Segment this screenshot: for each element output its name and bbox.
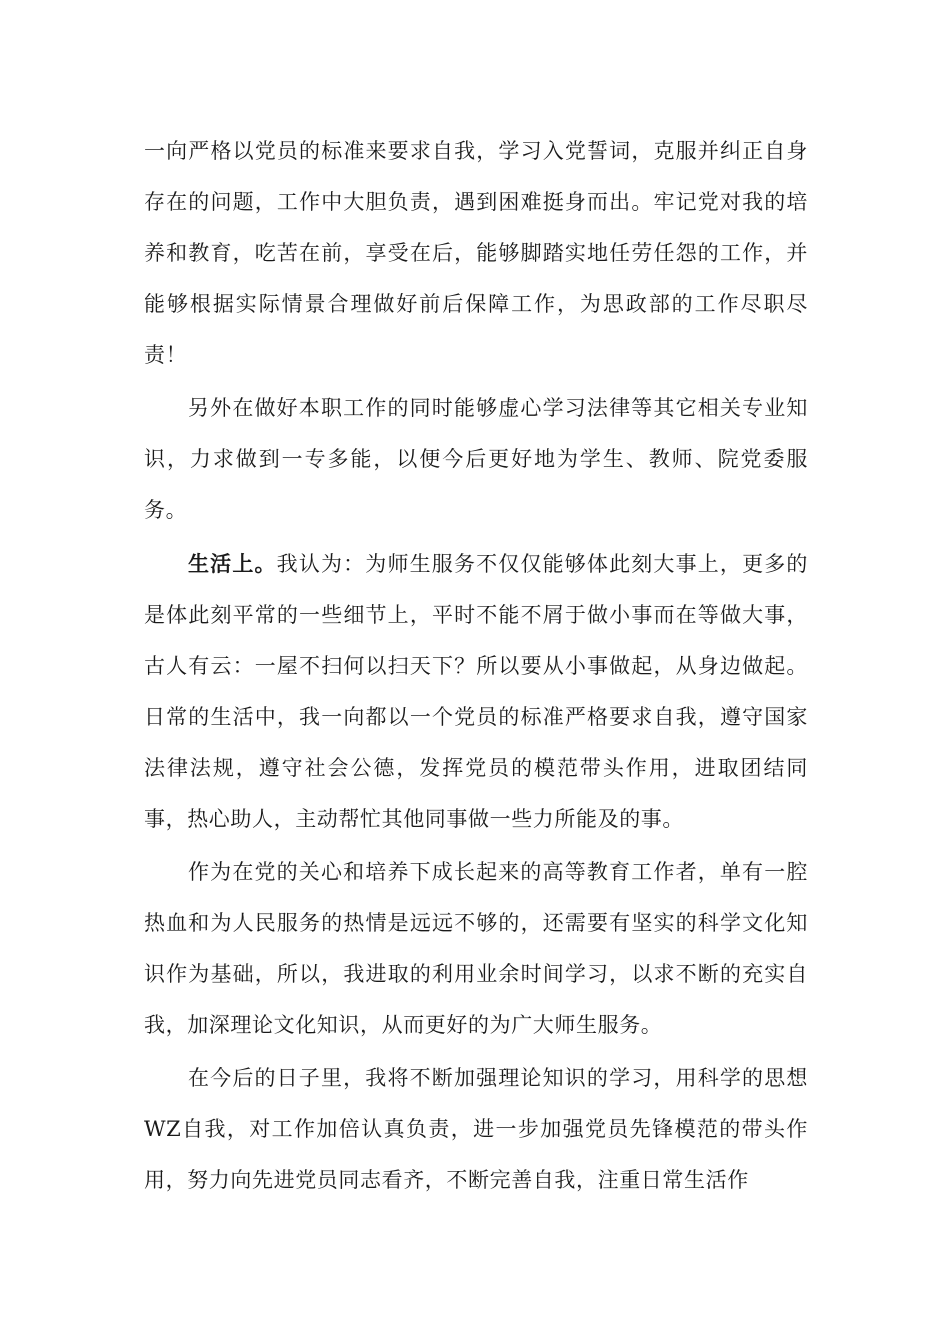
paragraph-text: 作为在党的关心和培养下成长起来的高等教育工作者，单有一腔热血和为人民服务的热情是远远不够的，还需要有坚实的科学文化知识作为基础，所以，我进取的利用业余时间学习，以求不断的充实自我，加深理论文化知识，从而更好的为广大师生服务。 — [144, 860, 808, 1037]
paragraph-text: 在今后的日子里，我将不断加强理论知识的学习，用科学的思想WZ自我，对工作加倍认真负责，进一步加强党员先锋模范的带头作用，努力向先进党员同志看齐，不断完善自我，注重日常生活作 — [144, 1066, 808, 1192]
paragraph-professional-study — [144, 383, 808, 536]
paragraph-lead-heading: 生活上。 — [188, 551, 277, 576]
paragraph-text: 我认为：为师生服务不仅仅能够体此刻大事上，更多的是体此刻平常的一些细节上，平时不能不屑于做小事而在等做大事，古人有云：一屋不扫何以扫天下？所以要从小事做起，从身边做起。日常的生活中，我一向都以一个党员的标准严格要求自我，遵守国家法律法规，遵守社会公德，发挥党员的模范带头作用，进取团结同事，热心助人，主动帮忙其他同事做一些力所能及的事。 — [144, 552, 808, 831]
paragraph-future — [144, 1053, 808, 1206]
paragraph-text: 另外在做好本职工作的同时能够虚心学习法律等其它相关专业知识，力求做到一专多能，以便今后更好地为学生、教师、院党委服务。 — [144, 396, 808, 522]
paragraph-education — [144, 847, 808, 1051]
paragraph-life — [144, 538, 808, 845]
paragraph-continuation — [144, 126, 808, 381]
paragraph-text: 一向严格以党员的标准来要求自我，学习入党誓词，克服并纠正自身存在的问题，工作中大胆负责，遇到困难挺身而出。牢记党对我的培养和教育，吃苦在前，享受在后，能够脚踏实地任劳任怨的工作，并能够根据实际情景合理做好前后保障工作，为思政部的工作尽职尽责！ — [144, 139, 808, 367]
document-page — [144, 126, 808, 1208]
